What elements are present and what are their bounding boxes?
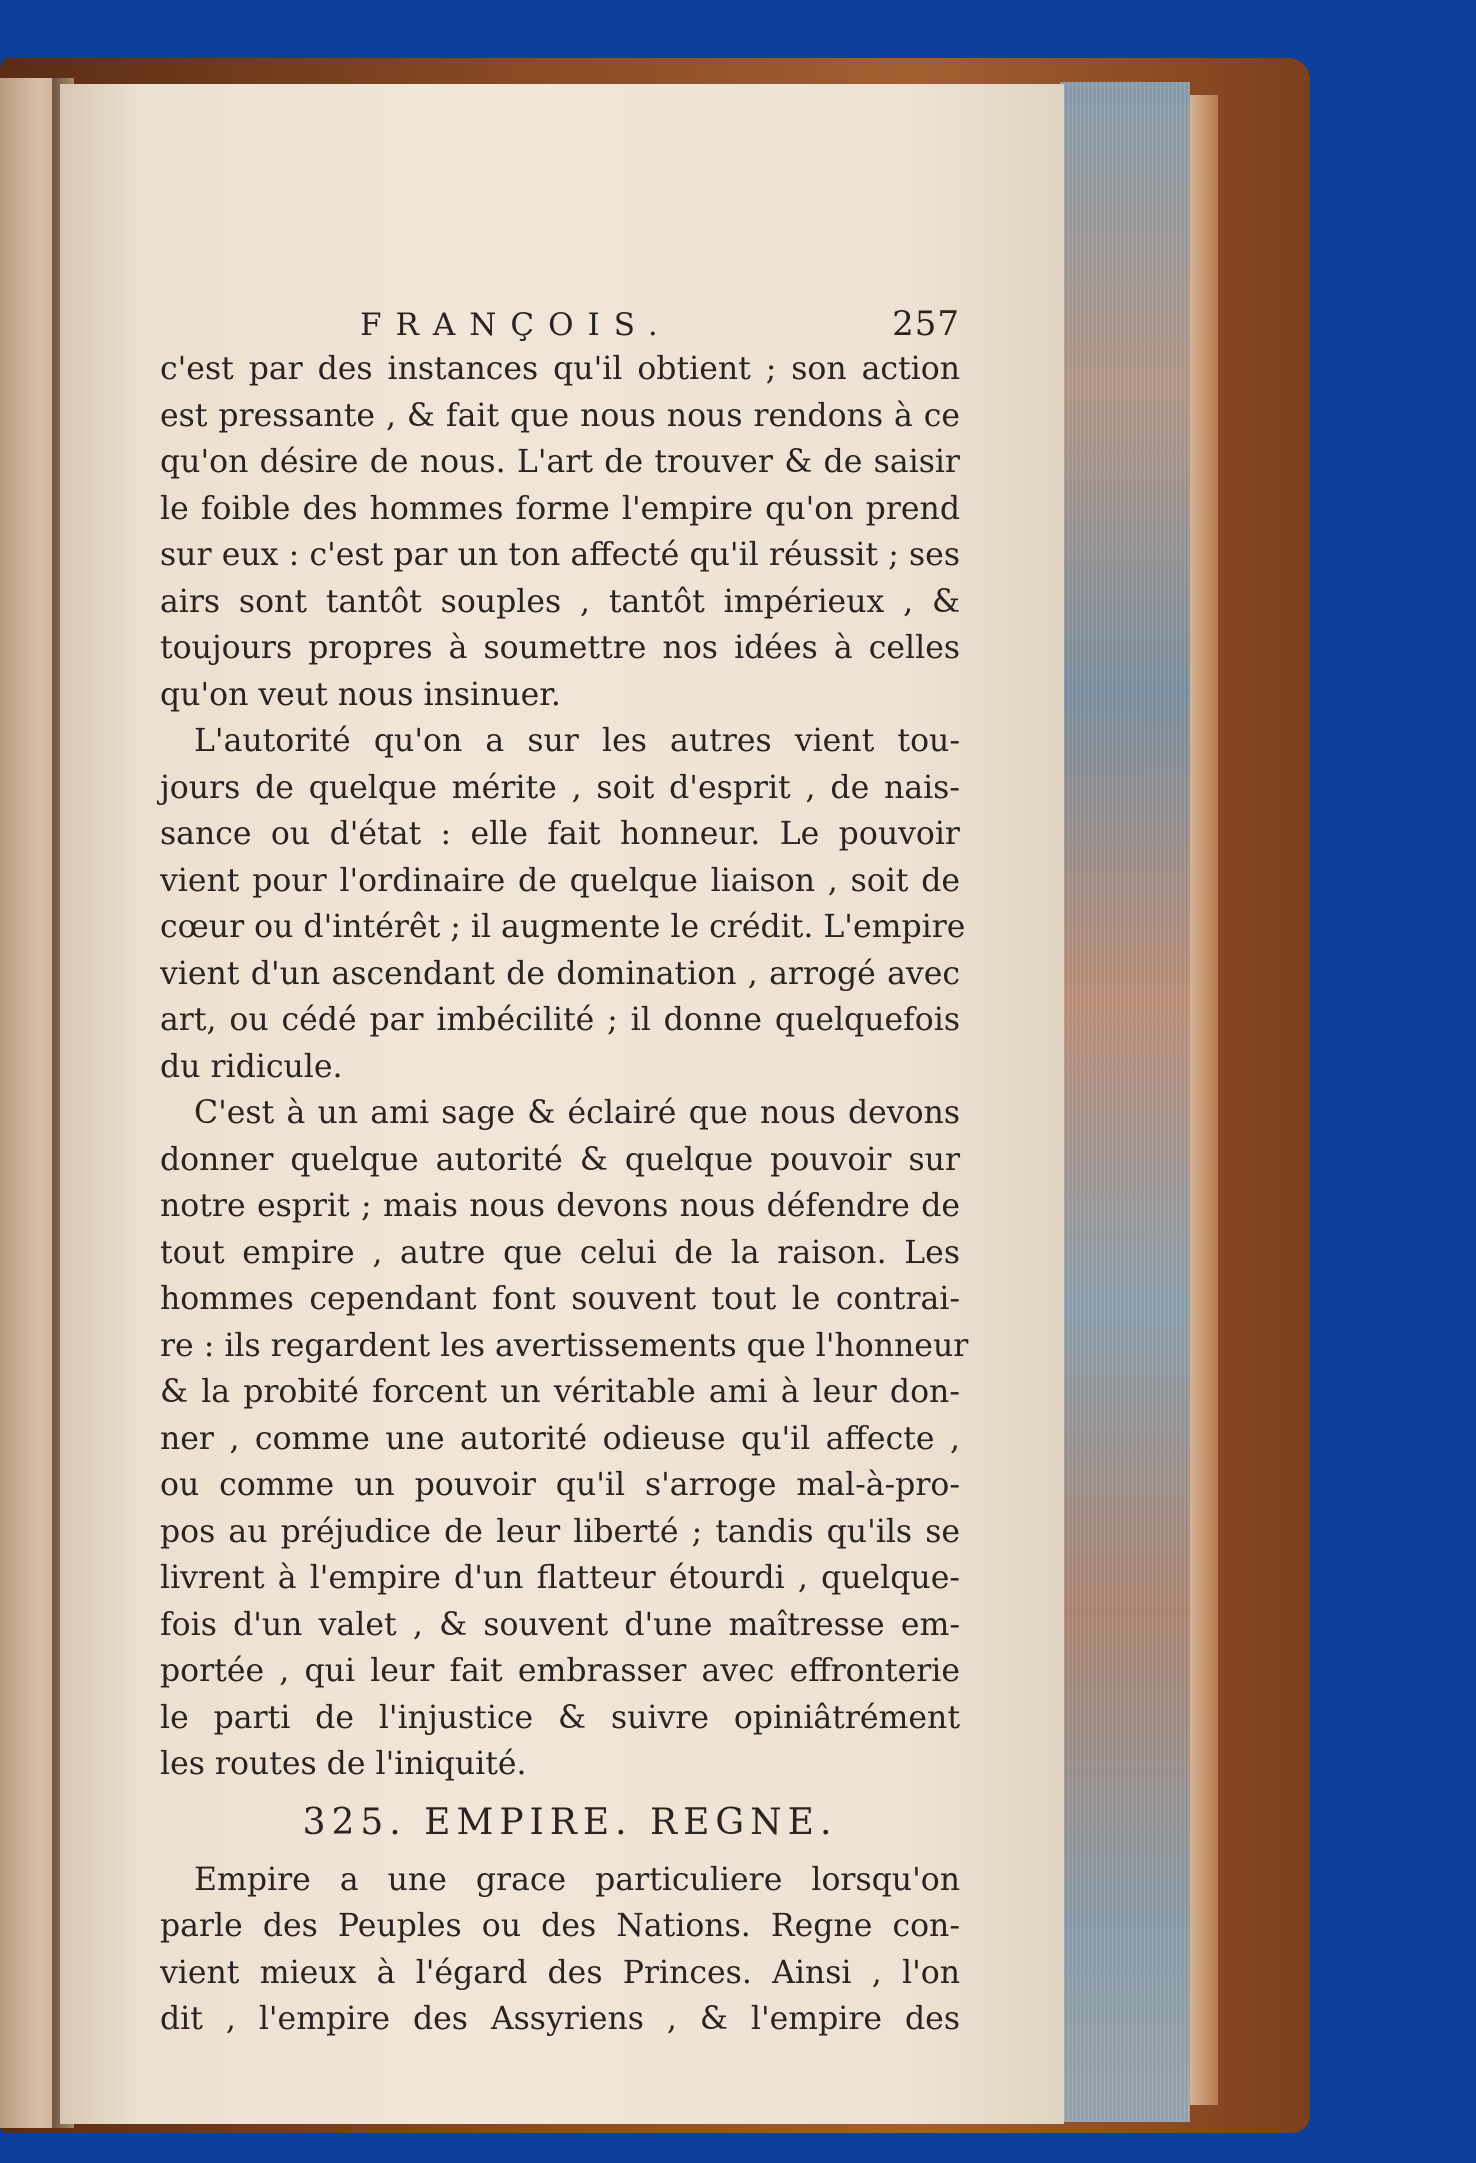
text-line: C'est à un ami sage & éclairé que nous devons (194, 1095, 960, 1131)
text-line: sur eux : c'est par un ton affecté qu'il réussit ; ses (160, 537, 960, 573)
text-line: L'autorité qu'on a sur les autres vient tou- (194, 723, 960, 759)
text-line: cœur ou d'intérêt ; il augmente le crédit. L'empire (160, 909, 966, 945)
text-line: livrent à l'empire d'un flatteur étourdi , quelque- (160, 1560, 960, 1596)
book-page (60, 84, 1064, 2124)
text-line: toujours propres à soumettre nos idées à celles (160, 630, 960, 666)
text-line: hommes cependant font souvent tout le contrai- (160, 1281, 960, 1317)
text-line: du ridicule. (160, 1048, 343, 1085)
text-line: fois d'un valet , & souvent d'une maîtresse em- (160, 1606, 960, 1643)
text-line: ner , comme une autorité odieuse qu'il affecte , (160, 1420, 960, 1457)
paragraph-2 (160, 718, 966, 1090)
text-line: le parti de l'injustice & suivre opiniâtrément (160, 1699, 960, 1736)
page-number: 257 (892, 304, 960, 344)
text-line: qu'on veut nous insinuer. (160, 676, 561, 713)
running-header (360, 304, 960, 344)
text-line: jours de quelque mérite , soit d'esprit , de nais- (160, 769, 960, 806)
text-line: vient mieux à l'égard des Princes. Ainsi , l'on (160, 1954, 960, 1991)
text-line: le foible des hommes forme l'empire qu'on prend (160, 490, 960, 527)
text-line: les routes de l'iniquité. (160, 1746, 527, 1782)
text-line: donner quelque autorité & quelque pouvoir sur (160, 1141, 960, 1178)
text-line: notre esprit ; mais nous devons nous défendre de (160, 1188, 960, 1224)
paragraph-1 (160, 346, 960, 718)
text-line: ou comme un pouvoir qu'il s'arroge mal-à-pro- (160, 1467, 960, 1503)
paragraph-3 (160, 1090, 969, 1788)
text-line: qu'on désire de nous. L'art de trouver & de saisir (160, 444, 960, 480)
running-title: FRANÇOIS. (360, 307, 672, 343)
text-line: est pressante , & fait que nous nous rendons à ce (160, 397, 960, 434)
section-heading: 325. EMPIRE. REGNE. (302, 1801, 838, 1843)
text-line: art, ou cédé par imbécilité ; il donne quelquefois (160, 1002, 960, 1038)
page-text (160, 304, 969, 2043)
text-line: re : ils regardent les avertissements que l'honneur (160, 1327, 969, 1364)
text-line: airs sont tantôt souples , tantôt impérieux , & (160, 583, 960, 620)
text-line: dit , l'empire des Assyriens , & l'empire des (160, 2001, 960, 2037)
text-line: tout empire , autre que celui de la raison. Les (160, 1234, 960, 1271)
text-line: portée , qui leur fait embrasser avec effronterie (160, 1653, 960, 1689)
text-line: vient d'un ascendant de domination , arrogé avec (160, 955, 960, 992)
text-line: parle des Peuples ou des Nations. Regne con- (160, 1908, 960, 1944)
page-fore-edge (1060, 82, 1190, 2122)
paragraph-4 (160, 1857, 960, 2043)
text-line: & la probité forcent un véritable ami à leur don- (160, 1374, 960, 1410)
text-line: Empire a une grace particuliere lorsqu'on (194, 1861, 960, 1898)
text-line: sance ou d'état : elle fait honneur. Le pouvoir (160, 816, 960, 852)
text-line: c'est par des instances qu'il obtient ; son action (160, 351, 960, 387)
text-line: vient pour l'ordinaire de quelque liaison , soit de (160, 862, 960, 899)
cover-edge (1188, 95, 1218, 2105)
text-line: pos au préjudice de leur liberté ; tandis qu'ils se (160, 1513, 960, 1550)
